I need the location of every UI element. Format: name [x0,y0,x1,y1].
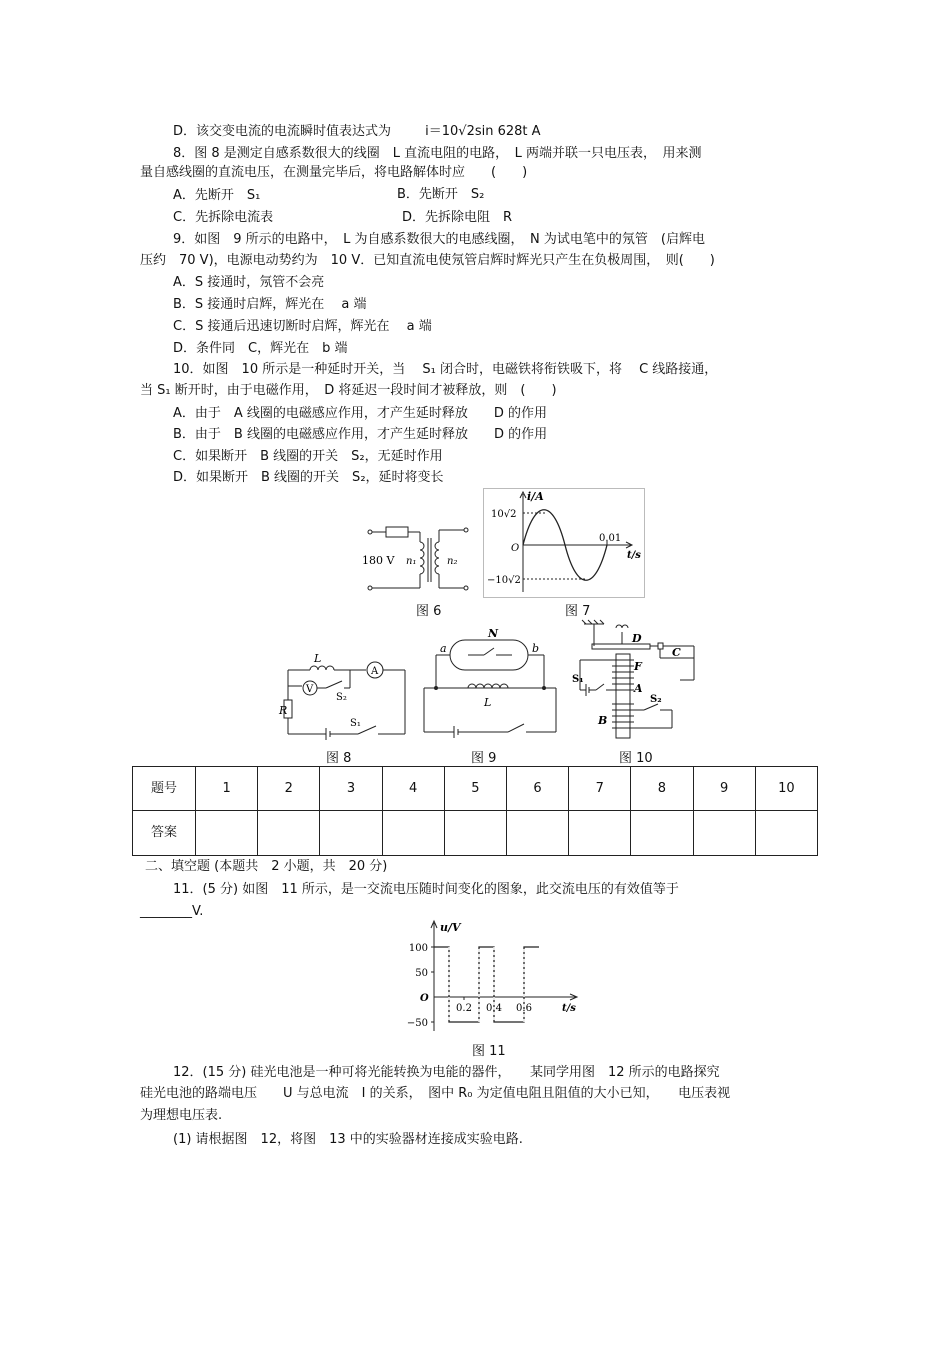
fig7-x-axis-label: t/s [627,550,641,561]
answer-cell[interactable] [631,811,693,856]
fig8-resistor-label: R [279,704,288,717]
q11-blank-line: ________V. [140,904,204,919]
fig11-x-tick-label: 0.4 [486,1003,502,1014]
fig11-y-tick-label: 100 [408,943,428,954]
fig8-switch-s2-label: S₂ [336,692,347,703]
q8-option-c: C．先拆除电流表 [173,210,274,225]
q8-stem-line2: 量自感线圈的直流电压，在测量完毕后，将电路解体时应 ( ) [140,165,528,180]
fig10-switch-s2-label: S₂ [650,694,662,705]
question-number-cell: 10 [755,767,817,811]
fig8-switch-s1-label: S₁ [350,718,361,729]
q9-option-d: D．条件同 C，辉光在 b 端 [173,341,348,356]
fig11-x-tick-labels [456,1003,532,1014]
fig7-origin-label: O [511,543,520,554]
q12-stem-line2: 硅光电池的路端电压 U 与总电流 I 的关系， 图中 R₀ 为定值电阻且阻值的大小已知， 电压表视 [140,1086,731,1101]
question-number-cell: 5 [444,767,506,811]
q10-stem-line2: 当 S₁ 断开时，由于电磁作用， D 将延迟一段时间才被释放，则 ( ) [140,383,557,398]
fig10-caption: 图 10 [619,751,653,766]
answer-table [132,766,818,856]
header-cell-question-number: 题号 [133,767,196,811]
answer-cell[interactable] [569,811,631,856]
answer-cell[interactable] [196,811,258,856]
fig9-caption: 图 9 [471,751,497,766]
fig9-circuit-diagram [420,628,560,740]
fig6-caption: 图 6 [416,604,442,619]
q11-stem-line1: 11．(5 分) 如图 11 所示，是一交流电压随时间变化的图象，此交流电压的有效值等于 [173,882,679,897]
q7-option-d: D．该交变电流的电流瞬时值表达式为 i＝10√2sin 628t A [173,124,541,139]
fig11-x-axis-label: t/s [562,1003,576,1014]
q12-stem-line3: 为理想电压表. [140,1108,223,1123]
fig11-grid-ticks [431,947,524,1022]
question-number-cell: 3 [320,767,382,811]
fig11-square-wave-chart [400,915,590,1035]
q7-formula: i＝10√2sin 628t A [425,124,541,139]
fig9-terminal-b-label: b [532,642,540,655]
q9-option-c: C．S 接通后迅速切断时启辉，辉光在 a 端 [173,319,432,334]
answer-cell[interactable] [506,811,568,856]
fig7-xtick-label: 0.01 [599,533,622,544]
q8-option-a: A．先断开 S₁ [173,188,261,203]
q9-option-b: B．S 接通时启辉，辉光在 a 端 [173,297,367,312]
fig10-armature-d-label: D [632,632,642,645]
q9-stem-line2: 压约 70 V)，电源电动势约为 10 V．已知直流电使氖管启辉时辉光只产生在负极周围， 则( ) [140,253,715,268]
fig6-n2-label: n₂ [447,556,458,567]
fig7-y-axis-label: i/A [527,490,544,503]
answer-cell[interactable] [693,811,755,856]
answer-cell[interactable] [320,811,382,856]
answer-cell[interactable] [755,811,817,856]
fig11-x-tick-label: 0.2 [456,1003,472,1014]
question-number-cell: 2 [258,767,320,811]
fig7-caption: 图 7 [565,604,591,619]
fig10-coil-a-label: A [634,682,643,695]
q8-option-b: B．先断开 S₂ [397,187,485,202]
fig10-relay-diagram [570,618,700,742]
q10-option-a: A．由于 A 线圈的电磁感应作用，才产生延时释放 D 的作用 [173,406,548,421]
question-number-cell: 1 [196,767,258,811]
fig8-caption: 图 8 [326,751,352,766]
table-row [133,811,818,856]
q10-option-b: B．由于 B 线圈的电磁感应作用，才产生延时释放 D 的作用 [173,427,548,442]
fig10-core-f-label: F [634,660,642,673]
fig8-inductor-label: L [314,652,322,665]
question-number-cell: 9 [693,767,755,811]
answer-cell[interactable] [382,811,444,856]
q8-option-d: D．先拆除电阻 R [402,210,513,225]
q12-stem-line1: 12．(15 分) 硅光电池是一种可将光能转换为电能的器件， 某同学用图 12 所示的电路探究 [173,1065,720,1080]
fig8-ammeter-label: A [371,666,379,677]
table-row [133,767,818,811]
question-number-cell: 7 [569,767,631,811]
question-number-cell: 8 [631,767,693,811]
fig6-voltage-label: 180 V [362,554,395,567]
q10-option-d: D．如果断开 B 线圈的开关 S₂，延时将变长 [173,470,444,485]
q12-subquestion-1: (1) 请根据图 12，将图 13 中的实验器材连接成实验电路. [173,1132,523,1147]
fig11-y-tick-label: −50 [406,1018,428,1029]
fig11-x-tick-label: 0.6 [516,1003,532,1014]
fig11-origin-label: O [420,993,429,1004]
fig9-terminal-a-label: a [440,642,447,655]
answer-cell[interactable] [444,811,506,856]
fig7-ymin-label: −10√2 [487,575,521,586]
section2-heading: 二、填空题 (本题共 2 小题，共 20 分) [145,859,388,874]
q8-stem-line1: 8．图 8 是测定自感系数很大的线圈 L 直流电阻的电路， L 两端并联一只电压表， 用来测 [173,146,702,161]
fig9-neon-label: N [488,627,499,640]
fig8-circuit-diagram [280,648,410,740]
fig10-circuit-c-label: C [672,646,681,659]
fig6-transformer-diagram [358,520,473,600]
q10-option-c: C．如果断开 B 线圈的开关 S₂，无延时作用 [173,449,443,464]
question-number-cell: 6 [506,767,568,811]
fig10-switch-s1-label: S₁ [572,674,584,685]
fig11-caption: 图 11 [472,1044,506,1059]
fig7-sine-graph [483,488,645,598]
fig9-inductor-label: L [484,696,492,709]
fig11-y-axis-label: u/V [440,921,461,934]
q9-option-a: A．S 接通时，氖管不会亮 [173,275,325,290]
q9-stem-line1: 9．如图 9 所示的电路中， L 为自感系数很大的电感线圈， N 为试电笔中的氖管 (启辉电 [173,232,705,247]
fig11-y-tick-label: 50 [415,968,428,979]
fig6-n1-label: n₁ [406,556,417,567]
question-number-cell: 4 [382,767,444,811]
fig7-ymax-label: 10√2 [491,509,517,520]
fig11-y-tick-labels [407,943,428,1029]
fig8-voltmeter-label: V [306,684,314,695]
fig10-coil-b-label: B [598,714,608,727]
answer-cell[interactable] [258,811,320,856]
q10-stem-line1: 10．如图 10 所示是一种延时开关，当 S₁ 闭合时，电磁铁将衔铁吸下，将 C 线路接通， [173,362,718,377]
header-cell-answer: 答案 [133,811,196,856]
